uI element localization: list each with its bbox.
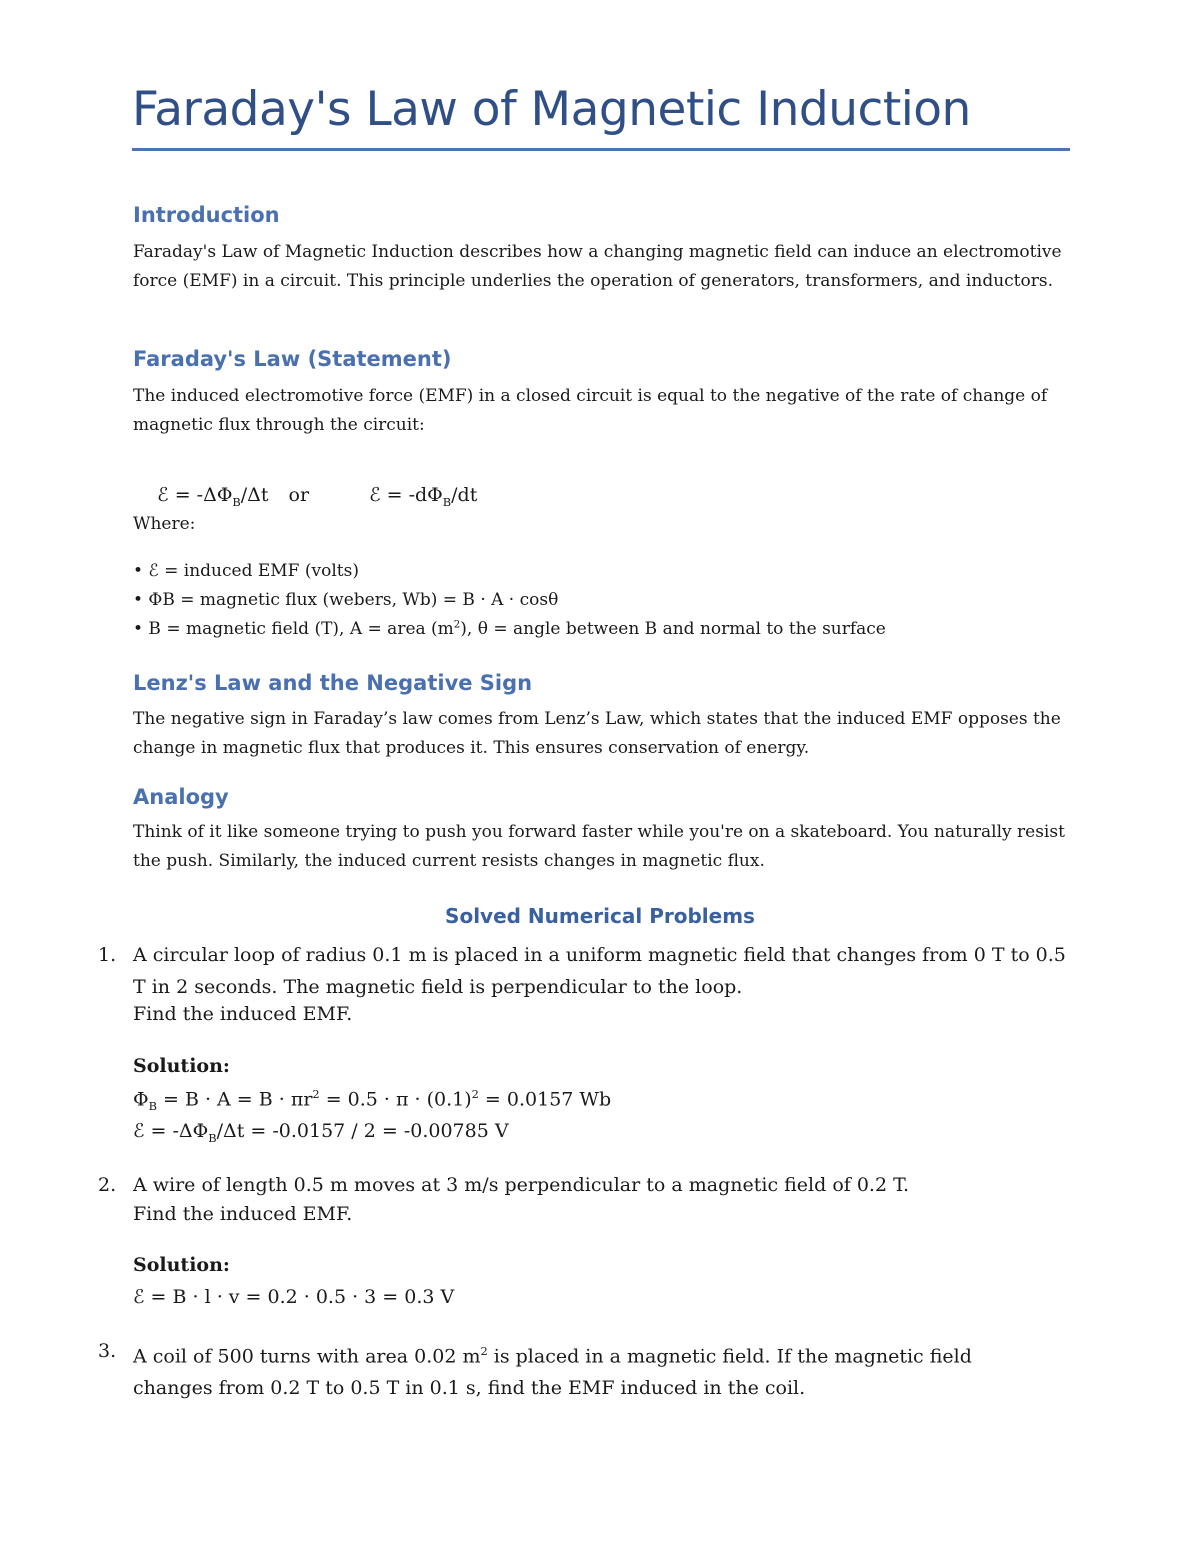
problem-3-number: 3. xyxy=(98,1340,117,1362)
heading-lenz: Lenz's Law and the Negative Sign xyxy=(133,671,533,695)
p3-text-b: is placed in a magnetic field. If the magnetic field changes from 0.2 T to 0.5 T in 0.1 s, find the EMF induced in the coil. xyxy=(133,1345,972,1399)
eq2-rhs: /dt xyxy=(451,484,478,506)
problem-1-solution-label: Solution: xyxy=(133,1055,230,1077)
p1-l1-b: = B · A = B · πr xyxy=(156,1088,313,1111)
problem-2-ask: Find the induced EMF. xyxy=(133,1203,353,1225)
paragraph-introduction: Faraday's Law of Magnetic Induction describes how a changing magnetic field can induce an electromotive force (EMF) in a circuit. This principle underlies the operation of generators, transformers, and inductors. xyxy=(133,242,1062,291)
p1-l1-c: = 0.5 · π · (0.1) xyxy=(319,1088,472,1111)
bullet-field xyxy=(133,619,886,639)
eq1-rhs: /Δt xyxy=(240,484,269,506)
p1-l1-a: Φ xyxy=(133,1088,149,1111)
bullet-flux: • ΦB = magnetic flux (webers, Wb) = B · A · cosθ xyxy=(133,590,559,610)
p3-text-a: A coil of 500 turns with area 0.02 m xyxy=(133,1345,481,1368)
eq1-sub: B xyxy=(232,494,241,509)
eq1-lhs: ℰ = -ΔΦ xyxy=(157,484,233,506)
eq2-sub: B xyxy=(442,494,452,509)
p3-text-sup: 2 xyxy=(480,1344,488,1358)
p1-l2-sub: B xyxy=(208,1130,217,1145)
heading-statement: Faraday's Law (Statement) xyxy=(133,347,452,371)
paragraph-statement: The induced electromotive force (EMF) in a closed circuit is equal to the negative of the rate of change of magnetic flux through the circuit: xyxy=(133,386,1048,435)
p1-l1-d: = 0.0157 Wb xyxy=(478,1088,612,1111)
problem-2-text: A wire of length 0.5 m moves at 3 m/s perpendicular to a magnetic field of 0.2 T. xyxy=(133,1174,910,1196)
problem-1-ask: Find the induced EMF. xyxy=(133,1003,353,1025)
bullet-emf: • ℰ = induced EMF (volts) xyxy=(133,561,359,581)
page-title: Faraday's Law of Magnetic Induction xyxy=(132,82,971,137)
bullet-field-b: ), θ = angle between B and normal to the surface xyxy=(460,619,886,639)
problem-2-number: 2. xyxy=(98,1174,117,1196)
paragraph-lenz: The negative sign in Faraday’s law comes from Lenz’s Law, which states that the induced EMF opposes the change in magnetic flux that produces it. This ensures conservation of energy. xyxy=(133,709,1061,758)
problem-2-solution-label: Solution: xyxy=(133,1254,230,1276)
paragraph-analogy: Think of it like someone trying to push you forward faster while you're on a skateboard. You naturally resist the push. Similarly, the induced current resists changes in magnetic flux. xyxy=(133,822,1065,871)
p1-l1-sup: 2 xyxy=(312,1087,320,1101)
problem-2-solution-line-1: ℰ = B · l · v = 0.2 · 0.5 · 3 = 0.3 V xyxy=(133,1286,455,1308)
problem-1-number: 1. xyxy=(98,944,117,966)
problem-3-text xyxy=(133,1336,1013,1404)
p1-l2-b: /Δt = -0.0157 / 2 = -0.00785 V xyxy=(216,1120,509,1142)
heading-problems: Solved Numerical Problems xyxy=(445,904,755,928)
where-label: Where: xyxy=(133,514,196,534)
problem-1-text: A circular loop of radius 0.1 m is placed in a uniform magnetic field that changes from 0 T to 0.5 T in 2 seconds. The magnetic field is perpendicular to the loop. xyxy=(133,944,1066,998)
p1-l2-a: ℰ = -ΔΦ xyxy=(133,1120,209,1142)
p1-l1-sub: B xyxy=(148,1099,157,1114)
bullet-field-a: • B = magnetic field (T), A = area (m xyxy=(133,619,454,639)
problem-1-solution-line-2 xyxy=(133,1120,509,1145)
problem-1-solution-line-1 xyxy=(133,1087,611,1113)
p1-l1-sup2: 2 xyxy=(471,1087,479,1101)
eq2-lhs: ℰ = -dΦ xyxy=(369,484,443,506)
eq-or: or xyxy=(288,484,310,506)
heading-analogy: Analogy xyxy=(133,785,229,809)
bullet-field-sup: 2 xyxy=(453,619,461,631)
title-underline xyxy=(132,148,1070,151)
heading-introduction: Introduction xyxy=(133,203,280,227)
